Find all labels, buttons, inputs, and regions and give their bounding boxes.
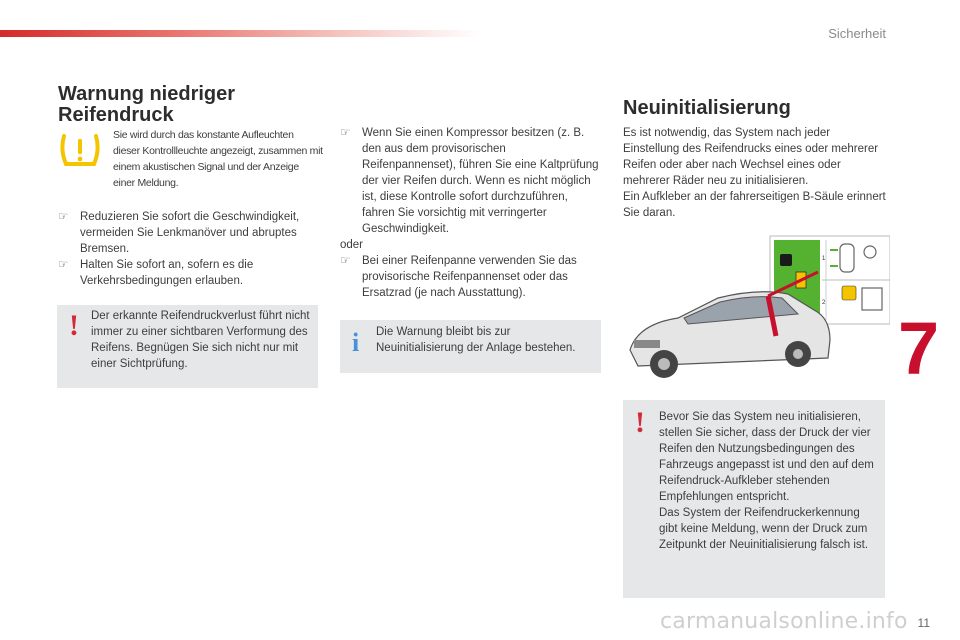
car-b-pillar-sticker-illustration — [618, 232, 890, 390]
oder-text: oder — [340, 239, 364, 251]
middle-text-block — [340, 125, 602, 301]
reinit-warning-box — [623, 400, 885, 598]
bullet-arrow-icon: ☞ — [340, 255, 351, 267]
exclamation-icon: ! — [635, 406, 645, 439]
warning-heading-line2: Reifendruck — [58, 104, 174, 126]
watermark: carmanualsonline.info — [660, 609, 908, 634]
warning-heading-line1: Warnung niedriger — [58, 83, 236, 105]
list-item — [58, 257, 320, 289]
bullet-text: Bei einer Reifenpanne verwenden Sie das provisorische Reifenpannenset oder das Ersatzrad (je nach Ausstattung). — [362, 255, 577, 299]
warning-intro-text: Sie wird durch das konstante Aufleuchten dieser Kontrollleuchte angezeigt, zusammen mit einem akustischen Signal und der Anzeige einer Meldung. — [113, 129, 323, 189]
reinit-paragraph: Ein Aufkleber an der fahrerseitigen B-Säule erinnert Sie daran. — [623, 191, 886, 219]
reinit-text-block — [623, 125, 887, 221]
bullet-arrow-icon: ☞ — [340, 127, 351, 139]
tyre-pressure-warning-icon — [58, 130, 102, 170]
bullet-arrow-icon: ☞ — [58, 211, 69, 223]
exclamation-icon: ! — [69, 309, 79, 342]
bullet-text: Halten Sie sofort an, sofern es die Verkehrsbedingungen erlauben. — [80, 259, 254, 287]
reinit-warning-paragraph: Das System der Reifendruckerkennung gibt keine Meldung, wenn der Druck zum Zeitpunkt der Neuinitialisierung falsch ist. — [659, 507, 869, 551]
sticker-step-2: 2 — [822, 300, 826, 306]
info-icon: i — [352, 328, 360, 357]
left-bullet-list — [58, 209, 320, 289]
info-note-text: Die Warnung bleibt bis zur Neuinitialisierung der Anlage bestehen. — [376, 326, 576, 354]
bullet-text: Wenn Sie einen Kompressor besitzen (z. B. den aus dem provisorischen Reifenpannenset), führen Sie eine Kaltprüfung der vier Reifen durch. Wenn es nicht möglich ist, diese Kontrolle sofort durchzuführen, fahren Sie vorsichtig mit verringerter Geschwindigkeit. — [362, 127, 599, 235]
reinit-warning-paragraph: Bevor Sie das System neu initialisieren, stellen Sie sicher, dass der Druck der vier Reifen den Nutzungsbedingungen des Fahrzeugs angepasst ist und den auf dem Reifendruck-Aufkleber stehenden Empfehlungen entspricht. — [659, 411, 874, 503]
list-item — [58, 209, 320, 257]
list-item — [340, 125, 602, 237]
reinit-heading: Neuinitialisierung — [623, 97, 791, 119]
list-item — [340, 253, 602, 301]
page-number: 11 — [917, 616, 930, 630]
section-title: Sicherheit — [828, 26, 886, 41]
sticker-step-1: 1 — [822, 256, 826, 262]
bullet-arrow-icon: ☞ — [58, 259, 69, 271]
reinit-paragraph: Es ist notwendig, das System nach jeder Einstellung des Reifendrucks eines oder mehrerer Reifen oder aber nach Wechsel eines oder mehrerer Räder neu zu initialisieren. — [623, 127, 879, 187]
header-accent-bar — [0, 30, 480, 37]
bullet-text: Reduzieren Sie sofort die Geschwindigkeit, vermeiden Sie Lenkmanöver und abruptes Bremsen. — [80, 211, 300, 255]
info-note-box — [340, 320, 601, 373]
chapter-number: 7 — [898, 307, 940, 390]
warning-heading — [58, 84, 318, 126]
reinit-warning-text — [659, 409, 881, 553]
warning-note-text: Der erkannte Reifendruckverlust führt nicht immer zu einer sichtbaren Verformung des Reifens. Begnügen Sie sich nicht nur mit einer Sichtprüfung. — [91, 310, 310, 370]
warning-note-box — [57, 305, 318, 388]
